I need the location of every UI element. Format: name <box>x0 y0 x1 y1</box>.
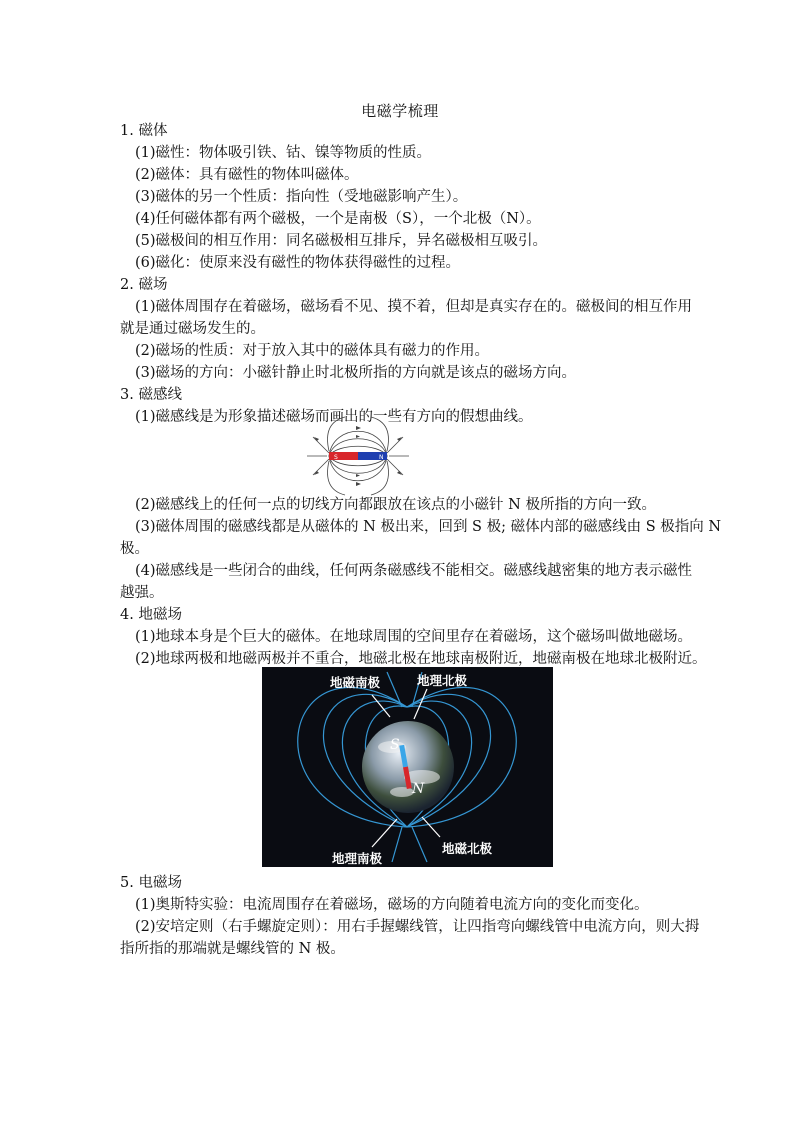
magnet-n-label: N <box>379 454 384 461</box>
section-heading-electromagnetism: 5. 电磁场 <box>120 875 182 891</box>
bar-magnet-field-figure <box>303 415 413 497</box>
paragraph: (1)地球本身是个巨大的磁体。在地球周围的空间里存在着磁场，这个磁场叫做地磁场。 <box>135 629 693 645</box>
paragraph: (1)磁感线是为形象描述磁场而画出的一些有方向的假想曲线。 <box>135 409 533 425</box>
paragraph: (2)安培定则（右手螺旋定则）：用右手握螺线管，让四指弯向螺线管中电流方向，则大拇 <box>135 919 700 935</box>
paragraph: (4)任何磁体都有两个磁极，一个是南极（S），一个北极（N）。 <box>135 211 541 227</box>
section-heading-geomagnetic: 4. 地磁场 <box>120 607 182 623</box>
label-geomagnetic-north: 地磁北极 <box>442 841 493 856</box>
label-geographic-south: 地理南极 <box>332 851 383 866</box>
needle-n-label: N <box>412 781 425 797</box>
paragraph: (1)磁性：物体吸引铁、钴、镍等物质的性质。 <box>135 145 432 161</box>
paragraph: (5)磁极间的相互作用：同名磁极相互排斥，异名磁极相互吸引。 <box>135 233 548 249</box>
label-geographic-north: 地理北极 <box>417 673 468 688</box>
section-heading-magnetic-field: 2. 磁场 <box>120 277 168 293</box>
paragraph: (1)奥斯特实验：电流周围存在着磁场，磁场的方向随着电流方向的变化而变化。 <box>135 897 649 913</box>
label-geomagnetic-south: 地磁南极 <box>330 675 381 690</box>
section-heading-field-lines: 3. 磁感线 <box>120 387 182 403</box>
earth-field-diagram <box>262 667 553 867</box>
page-title: 电磁学梳理 <box>361 102 439 120</box>
paragraph-continuation: 越强。 <box>120 585 164 601</box>
needle-s-label: S <box>390 737 400 753</box>
paragraph-continuation: 就是通过磁场发生的。 <box>120 321 265 337</box>
paragraph: (3)磁体周围的磁感线都是从磁体的 N 极出来，回到 S 极; 磁体内部的磁感线由 S 极指向 N <box>135 519 722 535</box>
paragraph: (6)磁化：使原来没有磁性的物体获得磁性的过程。 <box>135 255 461 271</box>
paragraph-continuation: 极。 <box>120 541 149 557</box>
paragraph: (2)磁感线上的任何一点的切线方向都跟放在该点的小磁针 N 极所指的方向一致。 <box>135 497 656 513</box>
paragraph: (3)磁体的另一个性质：指向性（受地磁影响产生）。 <box>135 189 468 205</box>
bar-magnet-diagram <box>303 415 413 497</box>
paragraph: (2)地球两极和地磁两极并不重合，地磁北极在地球南极附近，地磁南极在地球北极附近。 <box>135 651 707 667</box>
section-heading-magnet: 1. 磁体 <box>120 123 168 139</box>
paragraph: (1)磁体周围存在着磁场，磁场看不见、摸不着，但却是真实存在的。磁极间的相互作用 <box>135 299 693 315</box>
paragraph: (4)磁感线是一些闭合的曲线，任何两条磁感线不能相交。磁感线越密集的地方表示磁性 <box>135 563 693 579</box>
magnet-s-label: S <box>334 454 338 461</box>
paragraph-continuation: 指所指的那端就是螺线管的 N 极。 <box>120 941 345 957</box>
paragraph: (3)磁场的方向：小磁针静止时北极所指的方向就是该点的磁场方向。 <box>135 365 577 381</box>
paragraph: (2)磁场的性质：对于放入其中的磁体具有磁力的作用。 <box>135 343 490 359</box>
paragraph: (2)磁体：具有磁性的物体叫磁体。 <box>135 167 359 183</box>
earth-magnetic-field-figure <box>262 667 553 867</box>
